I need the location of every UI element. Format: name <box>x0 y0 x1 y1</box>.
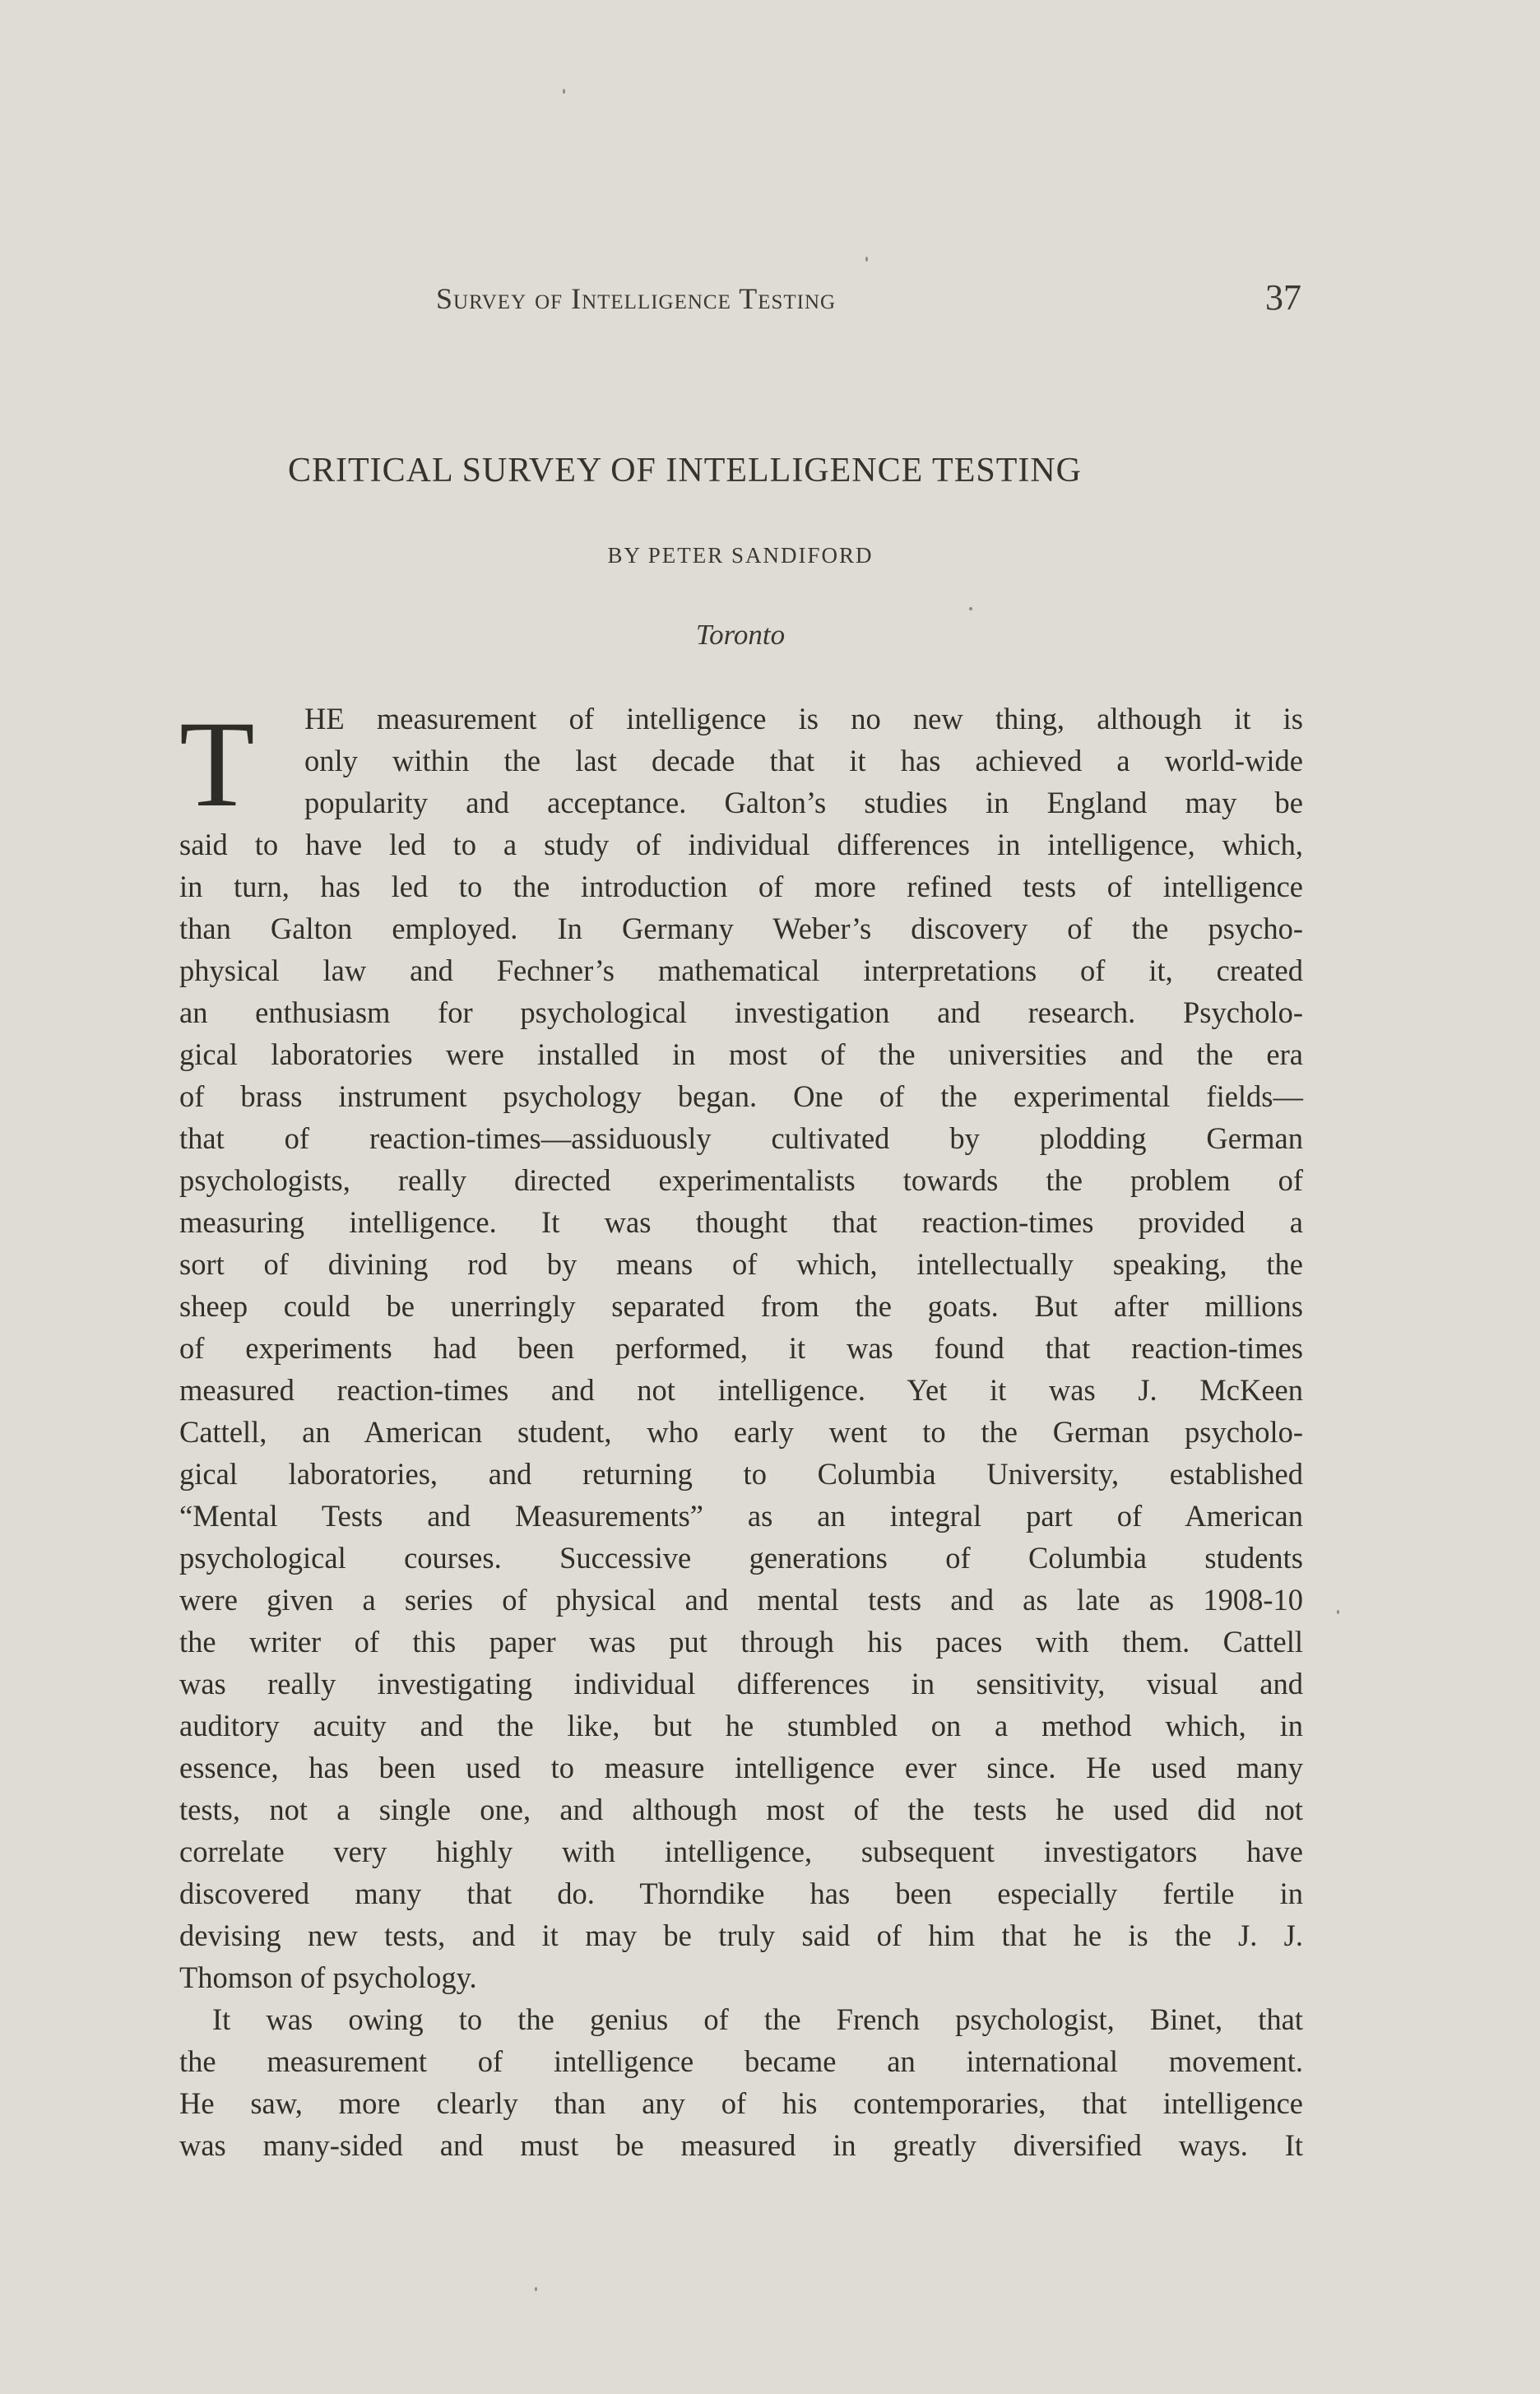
running-head-title: Survey of Intelligence Testing <box>436 282 837 315</box>
text-line: Thomson of psychology. <box>179 1960 477 1994</box>
text-line: sheep could be unerringly separated from the goats. But after millions <box>179 1289 1303 1323</box>
text-line: was really investigating individual differences in sensitivity, visual and <box>179 1667 1303 1700</box>
article-body <box>179 698 1303 2166</box>
paper-speck <box>865 257 868 262</box>
text-line: sort of divining rod by means of which, intellectually speaking, the <box>179 1247 1303 1281</box>
text-line: It was owing to the genius of the French psychologist, Binet, that <box>212 2002 1303 2036</box>
text-line: gical laboratories were installed in most of the universities and the era <box>179 1037 1303 1071</box>
text-line: tests, not a single one, and although most of the tests he used did not <box>179 1793 1303 1826</box>
text-line: measured reaction-times and not intelligence. Yet it was J. McKeen <box>179 1373 1303 1407</box>
paper-speck <box>1337 1610 1339 1614</box>
text-line: only within the last decade that it has achieved a world-wide <box>304 744 1303 777</box>
paper-speck <box>563 89 565 94</box>
text-line: HE measurement of intelligence is no new thing, although it is <box>304 702 1303 735</box>
text-line: said to have led to a study of individual differences in intelligence, which, <box>179 828 1303 861</box>
paper-speck <box>535 2287 537 2291</box>
text-line: devising new tests, and it may be truly said of him that he is the J. J. <box>179 1918 1303 1952</box>
text-line: of experiments had been performed, it was found that reaction-times <box>179 1331 1303 1365</box>
byline: BY PETER SANDIFORD <box>607 543 874 568</box>
text-line: physical law and Fechner’s mathematical interpretations of it, created <box>179 953 1303 987</box>
text-line: in turn, has led to the introduction of more refined tests of intelligence <box>179 870 1303 903</box>
text-line: was many-sided and must be measured in greatly diversified ways. It <box>179 2128 1303 2162</box>
text-line: gical laboratories, and returning to Columbia University, established <box>179 1457 1303 1491</box>
text-line: that of reaction-times—assiduously cultivated by plodding German <box>179 1121 1303 1155</box>
text-line: “Mental Tests and Measurements” as an integral part of American <box>179 1499 1303 1533</box>
article-title: CRITICAL SURVEY OF INTELLIGENCE TESTING <box>288 452 1083 489</box>
text-line: discovered many that do. Thorndike has been especially fertile in <box>179 1877 1303 1910</box>
text-line: an enthusiasm for psychological investigation and research. Psycholo- <box>179 995 1303 1029</box>
text-line: measuring intelligence. It was thought that reaction-times provided a <box>179 1205 1303 1239</box>
text-line: correlate very highly with intelligence, subsequent investigators have <box>179 1835 1303 1868</box>
paper-speck <box>969 607 972 610</box>
text-line: auditory acuity and the like, but he stumbled on a method which, in <box>179 1709 1303 1742</box>
running-head <box>436 281 836 316</box>
text-line: psychological courses. Successive generations of Columbia students <box>179 1541 1303 1575</box>
paragraph-1 <box>179 698 1303 1998</box>
drop-cap: T <box>179 696 255 833</box>
text-line: the writer of this paper was put through his paces with them. Cattell <box>179 1625 1303 1659</box>
text-line: of brass instrument psychology began. One of the experimental fields— <box>179 1079 1303 1113</box>
text-line: popularity and acceptance. Galton’s studies in England may be <box>304 786 1303 819</box>
text-line: He saw, more clearly than any of his contemporaries, that intelligence <box>179 2086 1303 2120</box>
author-location: Toronto <box>695 619 786 651</box>
page-number: 37 <box>1265 277 1301 318</box>
paragraph-2 <box>179 1998 1303 2166</box>
text-line: than Galton employed. In Germany Weber’s discovery of the psycho- <box>179 912 1303 945</box>
text-line: were given a series of physical and mental tests and as late as 1908-10 <box>179 1583 1303 1617</box>
text-line: the measurement of intelligence became an international movement. <box>179 2044 1303 2078</box>
text-line: Cattell, an American student, who early went to the German psycholo- <box>179 1415 1303 1449</box>
text-line: psychologists, really directed experimentalists towards the problem of <box>179 1163 1303 1197</box>
text-line: essence, has been used to measure intelligence ever since. He used many <box>179 1751 1303 1784</box>
